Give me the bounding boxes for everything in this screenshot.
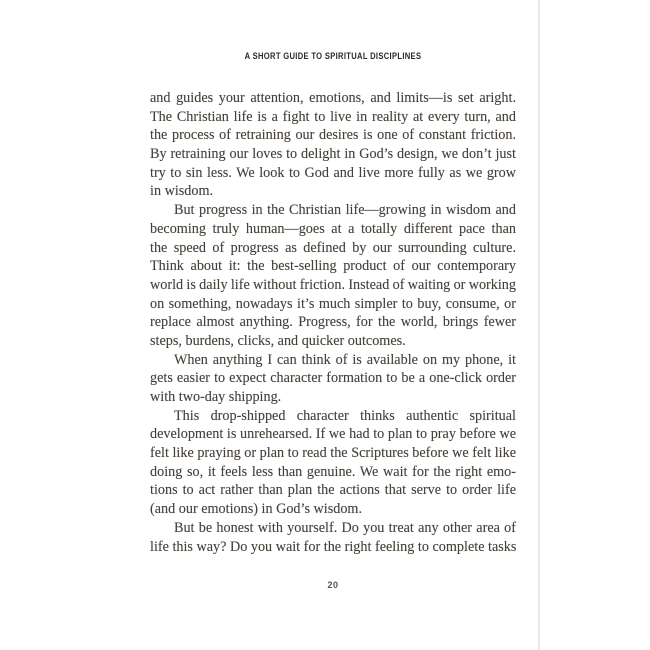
text-line-content: development is unrehearsed. If we had to plan to pray before we	[150, 426, 516, 443]
text-line-content: When anything I can think of is available on my phone, it	[174, 351, 516, 368]
text-line	[150, 89, 516, 108]
text-line	[150, 388, 516, 407]
text-line-content: on something, nowadays it’s much simpler to buy, consume, or	[150, 295, 516, 312]
text-line	[150, 481, 516, 500]
text-line	[150, 444, 516, 463]
page-edge-line	[538, 0, 540, 650]
text-line	[150, 145, 516, 164]
text-line	[150, 351, 516, 370]
paragraph	[150, 519, 516, 556]
text-line	[150, 295, 516, 314]
text-line-content: felt like praying or plan to read the Scriptures before we felt like	[150, 445, 516, 462]
text-line	[150, 500, 516, 519]
page-number: 20	[327, 580, 339, 590]
text-line-content: This drop-shipped character thinks authentic spiritual	[174, 407, 516, 424]
text-line-content: try to sin less. We look to God and live more fully as we grow	[150, 164, 516, 181]
text-line-content: becoming truly human—goes at a totally different pace than	[150, 220, 516, 237]
text-line	[150, 239, 516, 258]
text-line	[150, 220, 516, 239]
text-line	[150, 126, 516, 145]
text-line	[150, 182, 516, 201]
text-line-content: in wisdom.	[150, 183, 214, 200]
text-line-content: Think about it: the best-selling product of our contemporary	[150, 258, 516, 275]
text-line-content: tions to act rather than plan the actions that serve to order life	[150, 482, 516, 499]
text-line	[150, 407, 516, 426]
text-line	[150, 463, 516, 482]
body-text	[150, 89, 516, 556]
text-line	[150, 538, 516, 557]
running-header: A SHORT GUIDE TO SPIRITUAL DISCIPLINES	[244, 51, 422, 62]
text-line	[150, 257, 516, 276]
text-line-content: doing so, it feels less than genuine. We wait for the right emo-	[150, 463, 516, 480]
text-line-content: steps, burdens, clicks, and quicker outcomes.	[150, 332, 406, 349]
text-line	[150, 313, 516, 332]
text-line-content: with two-day shipping.	[150, 389, 282, 405]
paragraph	[150, 201, 516, 351]
text-line	[150, 425, 516, 444]
text-line-content: (and our emotions) in God’s wisdom.	[150, 501, 363, 518]
text-line	[150, 519, 516, 538]
text-line	[150, 369, 516, 388]
text-line	[150, 276, 516, 295]
text-line	[150, 164, 516, 183]
text-line-content: But be honest with yourself. Do you treat any other area of	[174, 519, 516, 536]
text-line-content: and guides your attention, emotions, and limits—is set aright.	[150, 90, 516, 106]
text-line-content: The Christian life is a fight to live in reality at every turn, and	[150, 108, 516, 125]
paragraph	[150, 351, 516, 407]
text-line-content: replace almost anything. Progress, for the world, brings fewer	[150, 314, 516, 331]
text-line-content: gets easier to expect character formation to be a one-click order	[150, 370, 516, 387]
paragraph	[150, 407, 516, 519]
text-line-content: But progress in the Christian life—growing in wisdom and	[174, 202, 516, 219]
text-line-content: By retraining our loves to delight in God’s design, we don’t just	[150, 146, 516, 163]
paragraph	[150, 89, 516, 201]
text-line	[150, 108, 516, 127]
text-line-content: world is daily life without friction. Instead of waiting or working	[150, 276, 516, 293]
text-line-content: the speed of progress as defined by our surrounding culture.	[150, 239, 516, 256]
text-line-content: the process of retraining our desires is one of constant friction.	[150, 127, 516, 144]
text-line	[150, 201, 516, 220]
text-line	[150, 332, 516, 351]
text-line-content: life this way? Do you wait for the right feeling to complete tasks	[150, 538, 517, 555]
